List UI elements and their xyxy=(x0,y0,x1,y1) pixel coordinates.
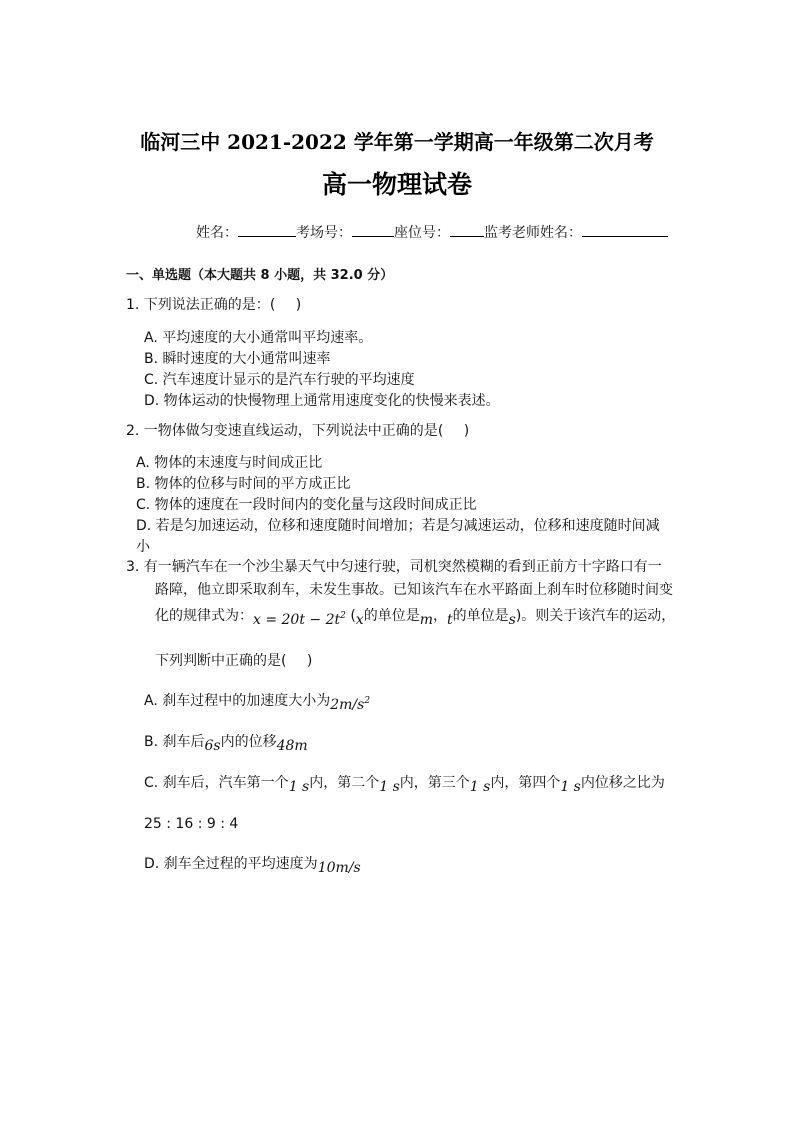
displacement-value: 48m xyxy=(276,738,308,754)
var-x: x xyxy=(355,612,364,628)
proctor-label: 监考老师姓名： xyxy=(484,225,582,241)
one-second: 1 s xyxy=(379,779,400,795)
answer-paren: ( ) xyxy=(269,297,310,313)
q2-option-a: A. 物体的末速度与时间成正比 xyxy=(136,455,323,471)
proctor-blank xyxy=(582,222,668,237)
seat-label: 座位号： xyxy=(394,225,450,241)
name-blank xyxy=(238,222,296,237)
option-text: D. 刹车全过程的平均速度为 xyxy=(144,856,318,872)
question-3-stem-line4 xyxy=(155,650,320,670)
option-text: 内，第四个 xyxy=(490,775,561,791)
q2-option-d: D. 若是匀加速运动，位移和速度随时间增加；若是匀减速运动，位移和速度随时间减 xyxy=(136,518,660,534)
one-second: 1 s xyxy=(560,779,581,795)
q1-option-d: D. 物体运动的快慢物理上通常用速度变化的快慢来表述。 xyxy=(144,393,500,409)
answer-paren: ( ) xyxy=(281,653,321,669)
stem-text: 的单位是 xyxy=(363,608,420,624)
q1-option-c: C. 汽车速度计显示的是汽车行驶的平均速度 xyxy=(144,372,415,388)
stem-text: )。则关于该汽车的运动， xyxy=(515,608,676,624)
motion-formula xyxy=(253,612,346,628)
question-2-text: 2. 一物体做匀变速直线运动，下列说法中正确的是 xyxy=(126,423,438,439)
exam-subtitle: 高一物理试卷 xyxy=(321,170,472,199)
option-text: 内的位移 xyxy=(220,734,277,750)
q2-option-b: B. 物体的位移与时间的平方成正比 xyxy=(136,476,351,492)
question-3-stem-line3 xyxy=(155,605,676,628)
option-text: 内位移之比为 xyxy=(580,775,665,791)
unit-s: s xyxy=(508,612,516,628)
average-velocity: 10m/s xyxy=(317,860,361,876)
acceleration-value xyxy=(330,697,370,713)
q3-option-c xyxy=(144,772,665,795)
stem-text: 的单位是 xyxy=(452,608,509,624)
unit-m: m xyxy=(419,612,433,628)
room-label: 考场号： xyxy=(296,225,352,241)
stem-text: 下列判断中正确的是 xyxy=(155,653,281,669)
stem-text: ( xyxy=(345,608,356,624)
option-text: C. 刹车后，汽车第一个 xyxy=(144,775,289,791)
student-info-line xyxy=(196,222,668,242)
q1-option-b: B. 瞬时速度的大小通常叫速率 xyxy=(144,351,331,367)
option-text: A. 刹车过程中的加速度大小为 xyxy=(144,693,331,709)
option-text: 内，第二个 xyxy=(309,775,380,791)
var-t: t xyxy=(446,612,453,628)
q3-option-b xyxy=(144,731,308,754)
question-2-stem xyxy=(126,420,477,440)
q3-option-d xyxy=(144,853,361,876)
exam-title: 临河三中 2021-2022 学年第一学期高一年级第二次月考 xyxy=(140,130,654,154)
formula-body: x = 20t − 2t xyxy=(253,612,341,628)
answer-paren: ( ) xyxy=(437,423,478,439)
name-label: 姓名： xyxy=(196,225,238,241)
q3-option-c-ratio: 25 : 16 : 9 : 4 xyxy=(144,816,239,832)
q1-option-a: A. 平均速度的大小通常叫平均速率。 xyxy=(144,330,373,346)
q2-option-c: C. 物体的速度在一段时间内的变化量与这段时间成正比 xyxy=(136,497,477,513)
one-second: 1 s xyxy=(288,779,310,795)
room-blank xyxy=(352,222,394,237)
question-3-stem-line1: 3. 有一辆汽车在一个沙尘暴天气中匀速行驶，司机突然模糊的看到正前方十字路口有一 xyxy=(126,559,662,575)
q3-option-a xyxy=(144,690,371,713)
math-exponent: 2 xyxy=(364,696,371,706)
one-second: 1 s xyxy=(469,779,491,795)
stem-text: 化的规律式为： xyxy=(155,608,253,624)
question-1-stem xyxy=(126,294,309,314)
stem-text: ， xyxy=(432,608,447,624)
question-3-stem-line2: 路障，他立即采取刹车，未发生事故。已知该汽车在水平路面上刹车时位移随时间变 xyxy=(155,582,673,598)
formula-exponent: 2 xyxy=(340,611,346,621)
q2-option-d-cont: 小 xyxy=(136,539,150,555)
option-text: B. 刹车后 xyxy=(144,734,205,750)
section-heading: 一、单选题（本大题共 8 小题，共 32.0 分） xyxy=(126,268,394,283)
option-text: 内，第三个 xyxy=(399,775,470,791)
question-1-text: 1. 下列说法正确的是： xyxy=(126,297,270,313)
time-value: 6s xyxy=(204,738,221,754)
seat-blank xyxy=(450,222,484,237)
math-body: 2m/s xyxy=(330,697,365,713)
